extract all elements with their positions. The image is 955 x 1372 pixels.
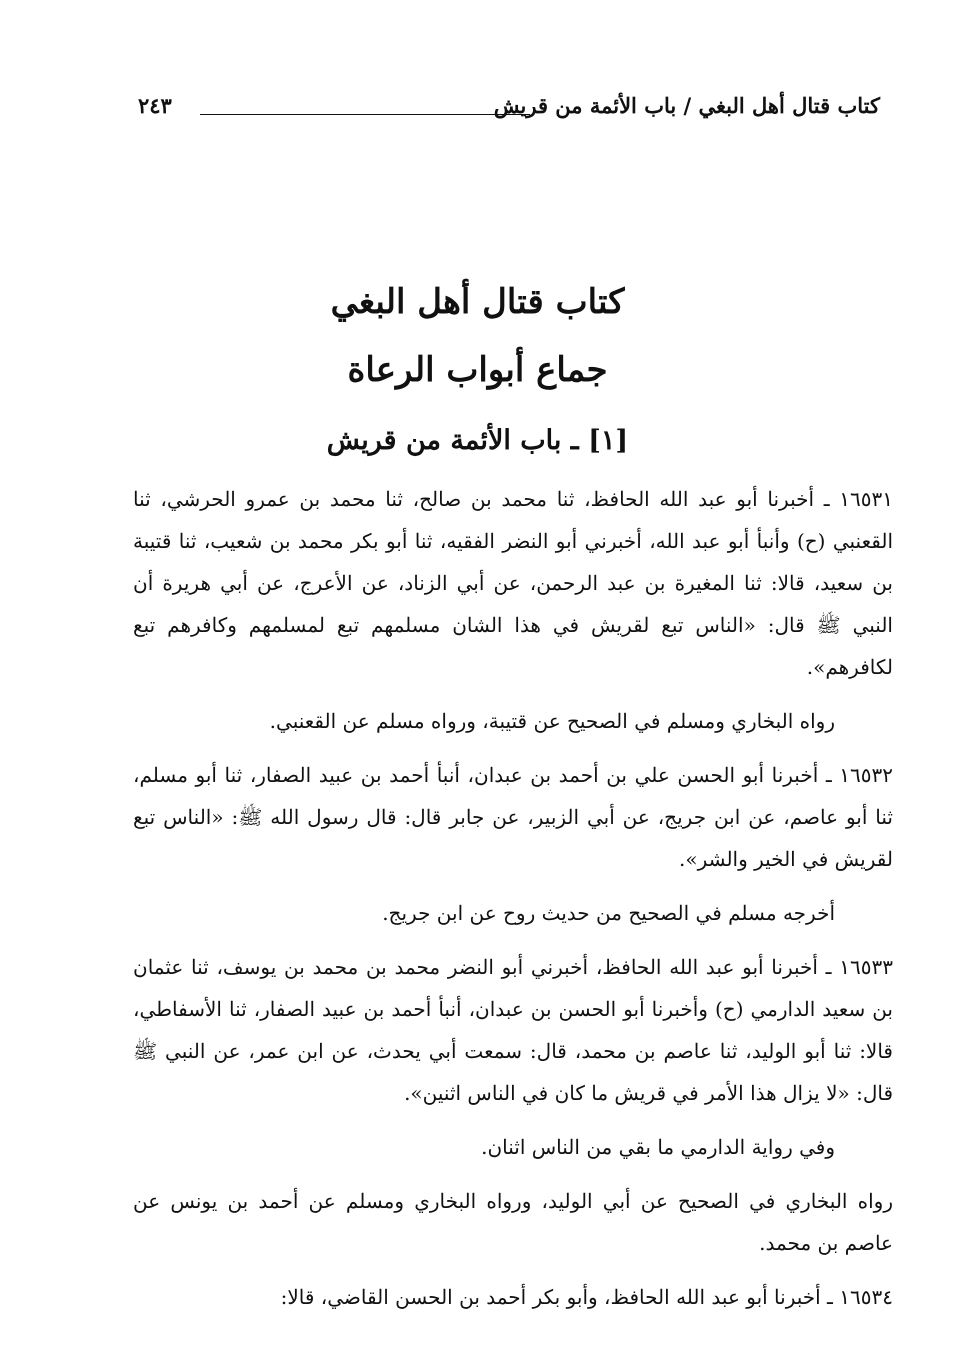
hadith-paragraph: ١٦٥٣٣ ـ أخبرنا أبو عبد الله الحافظ، أخبرني أبو النضر محمد بن محمد بن يوسف، ثنا عثمان بن سعيد الدارمي (ح) وأخبرنا أبو الحسن بن عبدان، أنبأ أحمد بن عبيد الصفار، ثنا الأسفاطي، قالا: ثنا أبو الوليد، ثنا عاصم بن محمد، قال: سمعت أبي يحدث، عن ابن عمر، عن النبي ﷺ قال: «لا يزال هذا الأمر في قريش ما كان في الناس اثنين». xyxy=(133,955,893,1105)
page-number: ٢٤٣ xyxy=(138,93,172,118)
body-text xyxy=(133,478,893,1330)
book-title: كتاب قتال أهل البغي xyxy=(330,282,625,322)
running-header xyxy=(138,93,880,133)
running-title: كتاب قتال أهل البغي / باب الأئمة من قريش xyxy=(493,93,880,118)
commentary-paragraph: أخرجه مسلم في الصحيح من حديث روح عن ابن جريج. xyxy=(382,901,835,925)
chapter-title: [١] ـ باب الأئمة من قريش xyxy=(326,425,629,456)
commentary-paragraph: رواه البخاري في الصحيح عن أبي الوليد، ورواه البخاري ومسلم عن أحمد بن يونس عن عاصم بن محمد. xyxy=(133,1189,893,1255)
header-rule xyxy=(200,114,530,115)
section-title: جماع أبواب الرعاة xyxy=(347,350,608,390)
hadith-paragraph: ١٦٥٣١ ـ أخبرنا أبو عبد الله الحافظ، ثنا محمد بن صالح، ثنا محمد بن عمرو الحرشي، ثنا القعنبي (ح) وأنبأ أبو عبد الله، أخبرني أبو النضر الفقيه، ثنا أبو بكر محمد بن شعيب، ثنا قتيبة بن سعيد، قالا: ثنا المغيرة بن عبد الرحمن، عن أبي الزناد، عن الأعرج، عن أبي هريرة أن النبي ﷺ قال: «الناس تبع لقريش في هذا الشان مسلمهم تبع لمسلمهم وكافرهم تبع لكافرهم». xyxy=(133,487,893,679)
commentary-paragraph: رواه البخاري ومسلم في الصحيح عن قتيبة، ورواه مسلم عن القعنبي. xyxy=(269,709,835,733)
hadith-paragraph: ١٦٥٣٢ ـ أخبرنا أبو الحسن علي بن أحمد بن عبدان، أنبأ أحمد بن عبيد الصفار، ثنا أبو مسلم، ثنا أبو عاصم، عن ابن جريج، عن أبي الزبير، عن جابر قال: قال رسول الله ﷺ: «الناس تبع لقريش في الخير والشر». xyxy=(133,763,893,871)
hadith-paragraph: ١٦٥٣٤ ـ أخبرنا أبو عبد الله الحافظ، وأبو بكر أحمد بن الحسن القاضي، قالا: xyxy=(280,1285,893,1309)
commentary-paragraph: وفي رواية الدارمي ما بقي من الناس اثنان. xyxy=(481,1135,835,1159)
